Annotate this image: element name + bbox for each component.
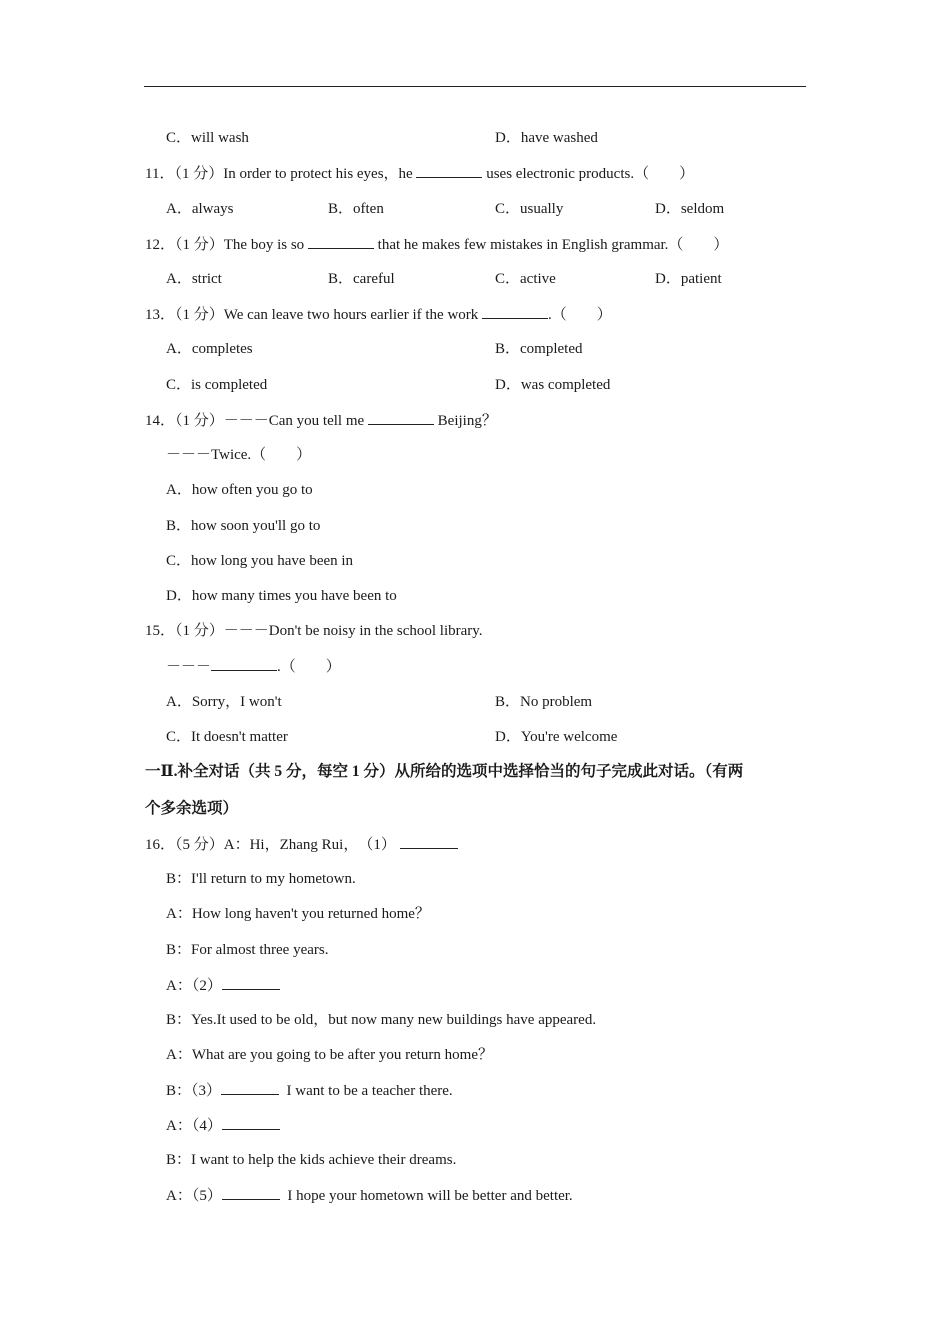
q12-option-c: C．active [495,271,556,287]
q14-blank [368,410,434,425]
q13-option-d: D．was completed [495,377,611,393]
q16-dialog-text-after: I hope your hometown will be better and better. [287,1188,573,1204]
q13-stem-part1: 13．（1 分）We can leave two hours earlier if the work [145,307,479,323]
header-rule [144,86,806,87]
q13-option-b: B．completed [495,341,583,357]
q16-dialog-line [166,1045,493,1065]
q16-dialog-text: B：Yes.It used to be old，but now many new buildings have appeared. [166,1012,597,1028]
q16-blank-2 [222,975,280,990]
q14-stem-part1: 14．（1 分）－－－Can you tell me [145,413,365,429]
q15-blank [211,656,277,671]
q14-option-c: C．how long you have been in [166,553,354,569]
q16-dialog-text: A：（2） [166,978,222,994]
q15-option-a: A．Sorry，I won't [166,694,282,710]
q16-dialog-text: B：For almost three years. [166,942,329,958]
q12-option-a: A．strict [166,271,222,287]
q16-blank-5 [222,1185,280,1200]
q12-option-b: B．careful [328,271,395,287]
q11-option-b: B．often [328,201,384,217]
q14-stem [145,410,497,431]
q10-option-c: C．will wash [166,130,249,146]
q12-stem [145,234,728,255]
q12-stem-part1: 12．（1 分）The boy is so [145,237,305,253]
q16-dialog-text: B：I'll return to my hometown. [166,871,356,887]
q13-stem [145,304,612,325]
q16-dialog-line [166,869,356,889]
q14-option-a: A．how often you go to [166,482,313,498]
q16-dialog-text: B：（3） [166,1083,222,1099]
q16-blank-1 [400,834,458,849]
q14-option-d: D．how many times you have been to [166,588,397,604]
q13-option-a: A．completes [166,341,253,357]
q11-blank [416,163,482,178]
q10-option-d: D．have washed [495,130,598,146]
q16-dialog-text: A：How long haven't you returned home？ [166,906,430,922]
q16-dialog-text: A：What are you going to be after you return home？ [166,1047,493,1063]
q16-blank-4 [222,1115,280,1130]
q15-stem: 15．（1 分）－－－Don't be noisy in the school library. [145,623,483,639]
q15-option-b: B．No problem [495,694,593,710]
q16-dialog-text: A：（4） [166,1118,222,1134]
q16-dialog-text: A：（5） [166,1188,222,1204]
q13-option-c: C．is completed [166,377,268,393]
section-heading-line2: 个多余选项） [145,800,239,817]
q15-option-d: D．You're welcome [495,729,618,745]
q11-option-a: A．always [166,201,234,217]
q11-stem-part1: 11．（1 分）In order to protect his eyes，he [145,166,413,182]
q16-blank-3 [221,1080,279,1095]
q16-dialog-line [166,1150,456,1170]
q16-dialog-line [166,1080,453,1101]
q15-option-c: C．It doesn't matter [166,729,288,745]
q15-reply [166,656,341,677]
q14-option-b: B．how soon you'll go to [166,518,321,534]
q16-dialog-line [166,1010,596,1030]
q13-stem-part2: .（ ） [548,307,612,323]
q16-stem-text: 16．（5 分）A：Hi，Zhang Rui， （1） [145,837,396,853]
q16-dialog-line [166,1185,573,1206]
q12-stem-part2: that he makes few mistakes in English grammar.（ ） [377,237,729,253]
q11-option-c: C．usually [495,201,564,217]
section-heading-line1: 一Ⅱ.补全对话（共 5 分，每空 1 分）从所给的选项中选择恰当的句子完成此对话。（有两 [145,763,744,780]
q13-blank [482,304,548,319]
q16-stem [145,834,458,855]
q16-dialog-line [166,1115,280,1136]
q16-dialog-text-after: I want to be a teacher there. [286,1083,453,1099]
q11-stem [145,163,694,184]
q16-dialog-text: B：I want to help the kids achieve their dreams. [166,1152,457,1168]
q15-reply-part2: .（ ） [277,659,341,675]
q12-option-d: D．patient [655,271,722,287]
q16-dialog-line [166,940,328,960]
q15-reply-part1: －－－ [166,659,212,675]
q11-stem-part2: uses electronic products.（ ） [486,166,695,182]
q16-dialog-line [166,975,280,996]
q14-stem-part2: Beijing？ [437,413,497,429]
q16-dialog-line [166,904,430,924]
q14-reply: －－－Twice.（ ） [166,447,312,463]
q12-blank [308,234,374,249]
q11-option-d: D．seldom [655,201,725,217]
